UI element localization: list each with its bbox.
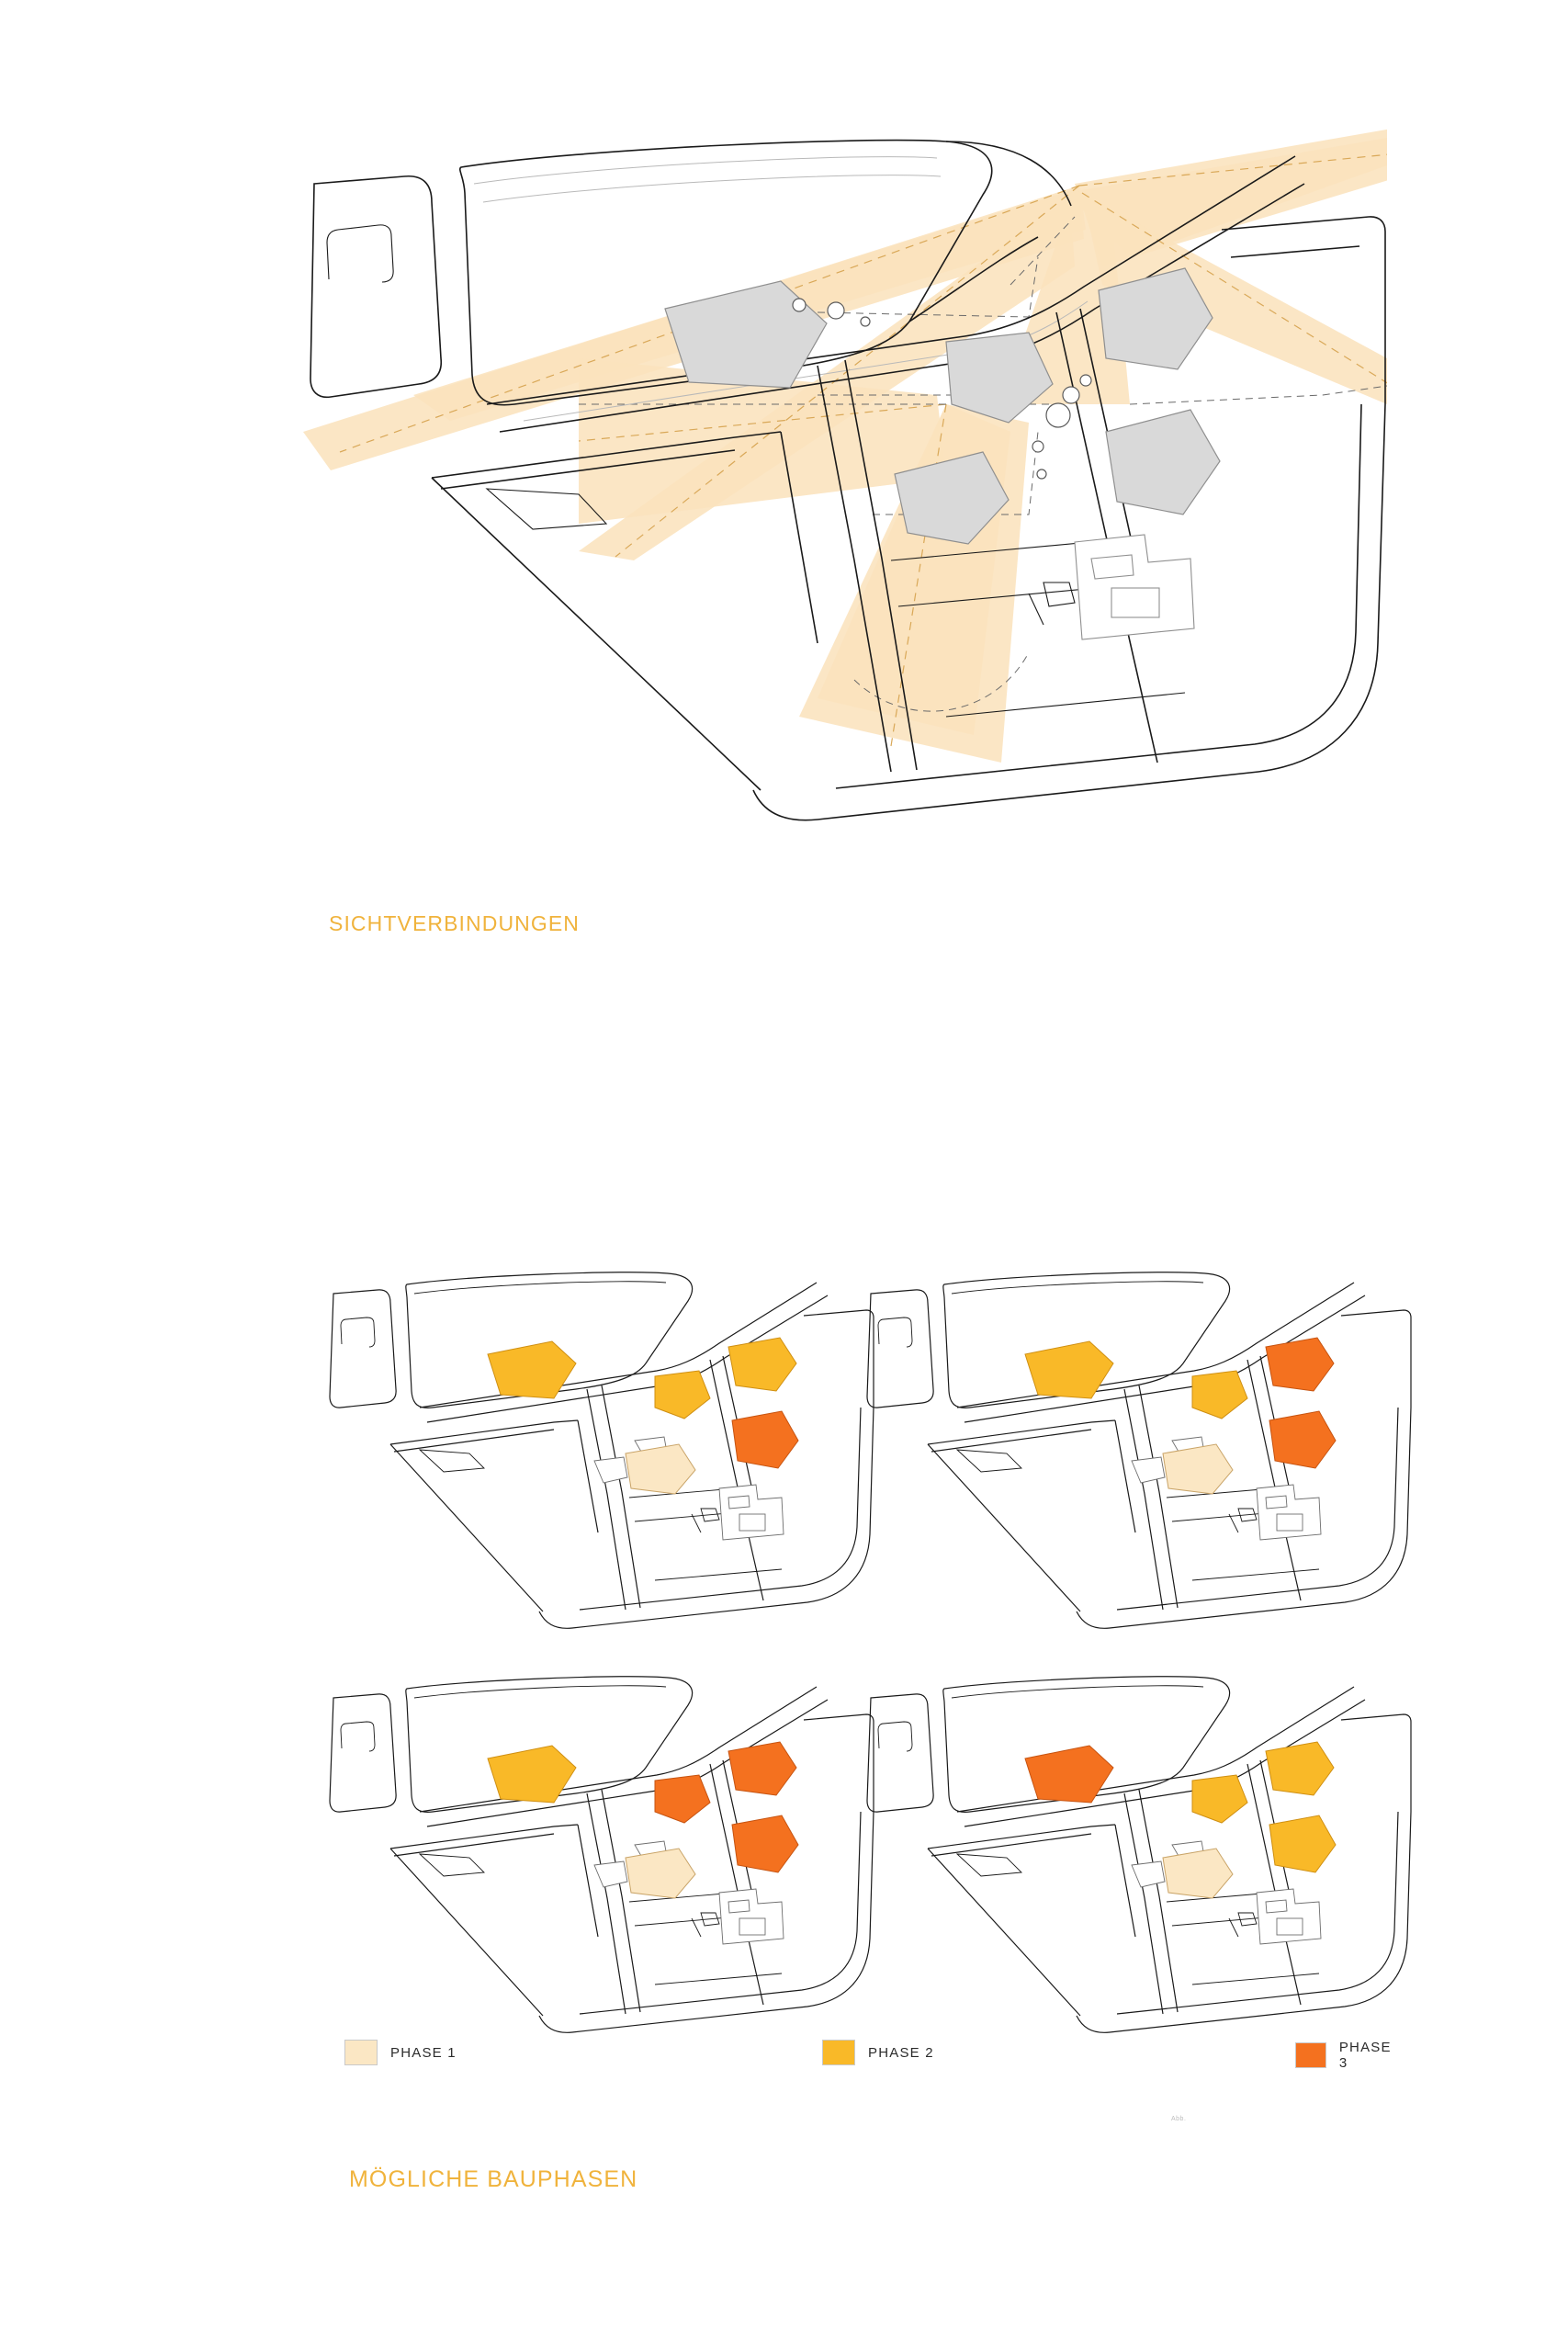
panel-phase-buildings (488, 1742, 798, 1898)
phase-variant-1 (326, 1268, 877, 1663)
caption-moegliche-bauphasen: MÖGLICHE BAUPHASEN (349, 2166, 638, 2192)
legend-item-phase-1 (344, 2040, 457, 2065)
phase-variant-2 (863, 1268, 1415, 1663)
panel-phase-buildings (488, 1338, 798, 1494)
site-plan-view-connections (303, 129, 1387, 854)
caption-sichtverbindungen: SICHTVERBINDUNGEN (329, 911, 581, 935)
panel-phase-buildings (1025, 1742, 1336, 1898)
panel-base-plan (330, 1272, 874, 1629)
legend-label-phase-3: PHASE 3 (1338, 2040, 1392, 2071)
phase-variant-4 (863, 1672, 1415, 2067)
legend-swatch-phase-1 (344, 2040, 378, 2065)
panel-base-plan (330, 1677, 874, 2033)
section-bauphasen (0, 1222, 1568, 2352)
existing-buildings (1029, 535, 1194, 639)
legend-swatch-phase-3 (1295, 2042, 1326, 2068)
legend-label-phase-2: PHASE 2 (868, 2044, 934, 2061)
legend-label-phase-1: PHASE 1 (390, 2044, 457, 2061)
phase-variant-3 (326, 1672, 877, 2067)
section-sichtverbindungen (0, 0, 1568, 1011)
legend-item-phase-3 (1295, 2040, 1401, 2071)
legend (344, 2040, 1401, 2076)
footnote-mark: Abb. (1171, 2116, 1187, 2122)
panel-phase-buildings (1025, 1338, 1336, 1494)
legend-item-phase-2 (822, 2040, 934, 2065)
panel-base-plan (867, 1677, 1411, 2033)
legend-swatch-phase-2 (822, 2040, 855, 2065)
panel-base-plan (867, 1272, 1411, 1629)
